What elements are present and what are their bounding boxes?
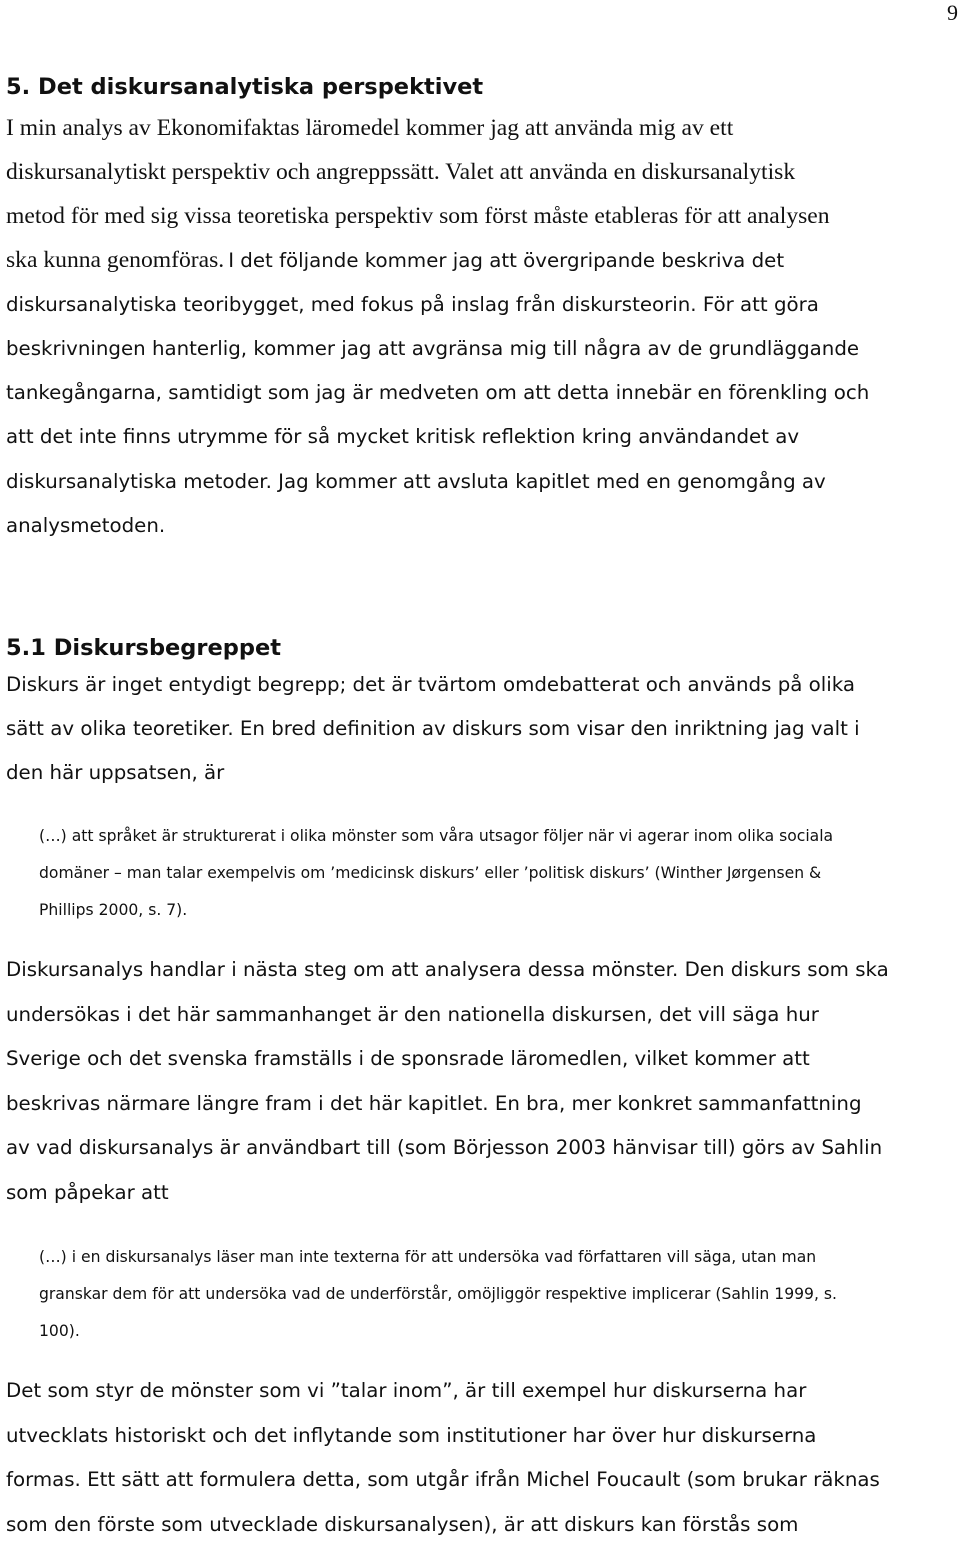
paragraph-line: utvecklats historiskt och det inflytande som institutioner har över hur diskurserna: [6, 1424, 817, 1447]
paragraph-fragment: ska kunna genomföras.: [6, 247, 225, 273]
paragraph-line: formas. Ett sätt att formulera detta, som utgår ifrån Michel Foucault (som brukar räknas: [6, 1468, 880, 1491]
paragraph-line: analysmetoden.: [6, 514, 166, 537]
paragraph-line: sätt av olika teoretiker. En bred definition av diskurs som visar den inriktning jag valt i: [6, 717, 860, 740]
paragraph-line: Sverige och det svenska framställs i de sponsrade läromedlen, vilket kommer att: [6, 1047, 810, 1070]
paragraph-line: att det inte finns utrymme för så mycket kritisk reflektion kring användandet av: [6, 425, 800, 448]
page-number: 9: [947, 0, 958, 25]
paragraph-line: diskursanalytiska metoder. Jag kommer att avsluta kapitlet med en genomgång av: [6, 470, 826, 493]
paragraph-line: I min analys av Ekonomifaktas läromedel kommer jag att använda mig av ett: [6, 115, 734, 141]
paragraph-line: undersökas i det här sammanhanget är den nationella diskursen, det vill säga hur: [6, 1003, 819, 1026]
paragraph-line: beskrivas närmare längre fram i det här kapitlet. En bra, mer konkret sammanfattning: [6, 1092, 862, 1115]
paragraph-line: diskursanalytiska teoribygget, med fokus på inslag från diskursteorin. För att göra: [6, 293, 819, 316]
paragraph-line: Diskurs är inget entydigt begrepp; det är tvärtom omdebatterat och används på olika: [6, 673, 855, 696]
section-heading: 5. Det diskursanalytiska perspektivet: [6, 74, 484, 100]
subsection-heading: 5.1 Diskursbegreppet: [6, 635, 281, 661]
quote-line: (…) att språket är strukturerat i olika mönster som våra utsagor följer när vi agerar inom olika sociala: [39, 827, 834, 845]
quote-line: domäner – man talar exempelvis om ’medicinsk diskurs’ eller ’politisk diskurs’ (Winther Jørgensen &: [39, 864, 822, 882]
paragraph-line: tankegångarna, samtidigt som jag är medveten om att detta innebär en förenkling och: [6, 381, 870, 404]
paragraph-line: metod för med sig vissa teoretiska perspektiv som först måste etableras för att analysen: [6, 203, 830, 229]
paragraph-line-mixed: [6, 247, 784, 274]
paragraph-line: beskrivningen hanterlig, kommer jag att avgränsa mig till några av de grundläggande: [6, 337, 860, 360]
paragraph-line: den här uppsatsen, är: [6, 761, 225, 784]
paragraph-fragment: I det följande kommer jag att övergripande beskriva det: [228, 249, 785, 272]
quote-line: granskar dem för att undersöka vad de underförstår, omöjliggör respektive implicerar (Sahlin 1999, s.: [39, 1285, 837, 1303]
paragraph-line: som den förste som utvecklade diskursanalysen), är att diskurs kan förstås som: [6, 1513, 799, 1536]
quote-line: 100).: [39, 1322, 80, 1340]
paragraph-line: som påpekar att: [6, 1181, 169, 1204]
paragraph-line: Det som styr de mönster som vi ”talar inom”, är till exempel hur diskurserna har: [6, 1379, 807, 1402]
quote-line: Phillips 2000, s. 7).: [39, 901, 188, 919]
paragraph-line: av vad diskursanalys är användbart till (som Börjesson 2003 hänvisar till) görs av Sahlin: [6, 1136, 883, 1159]
quote-line: (…) i en diskursanalys läser man inte texterna för att undersöka vad författaren vill säga, utan man: [39, 1248, 817, 1266]
paragraph-line: Diskursanalys handlar i nästa steg om att analysera dessa mönster. Den diskurs som ska: [6, 958, 889, 981]
paragraph-line: diskursanalytiskt perspektiv och angreppssätt. Valet att använda en diskursanalytisk: [6, 159, 796, 185]
